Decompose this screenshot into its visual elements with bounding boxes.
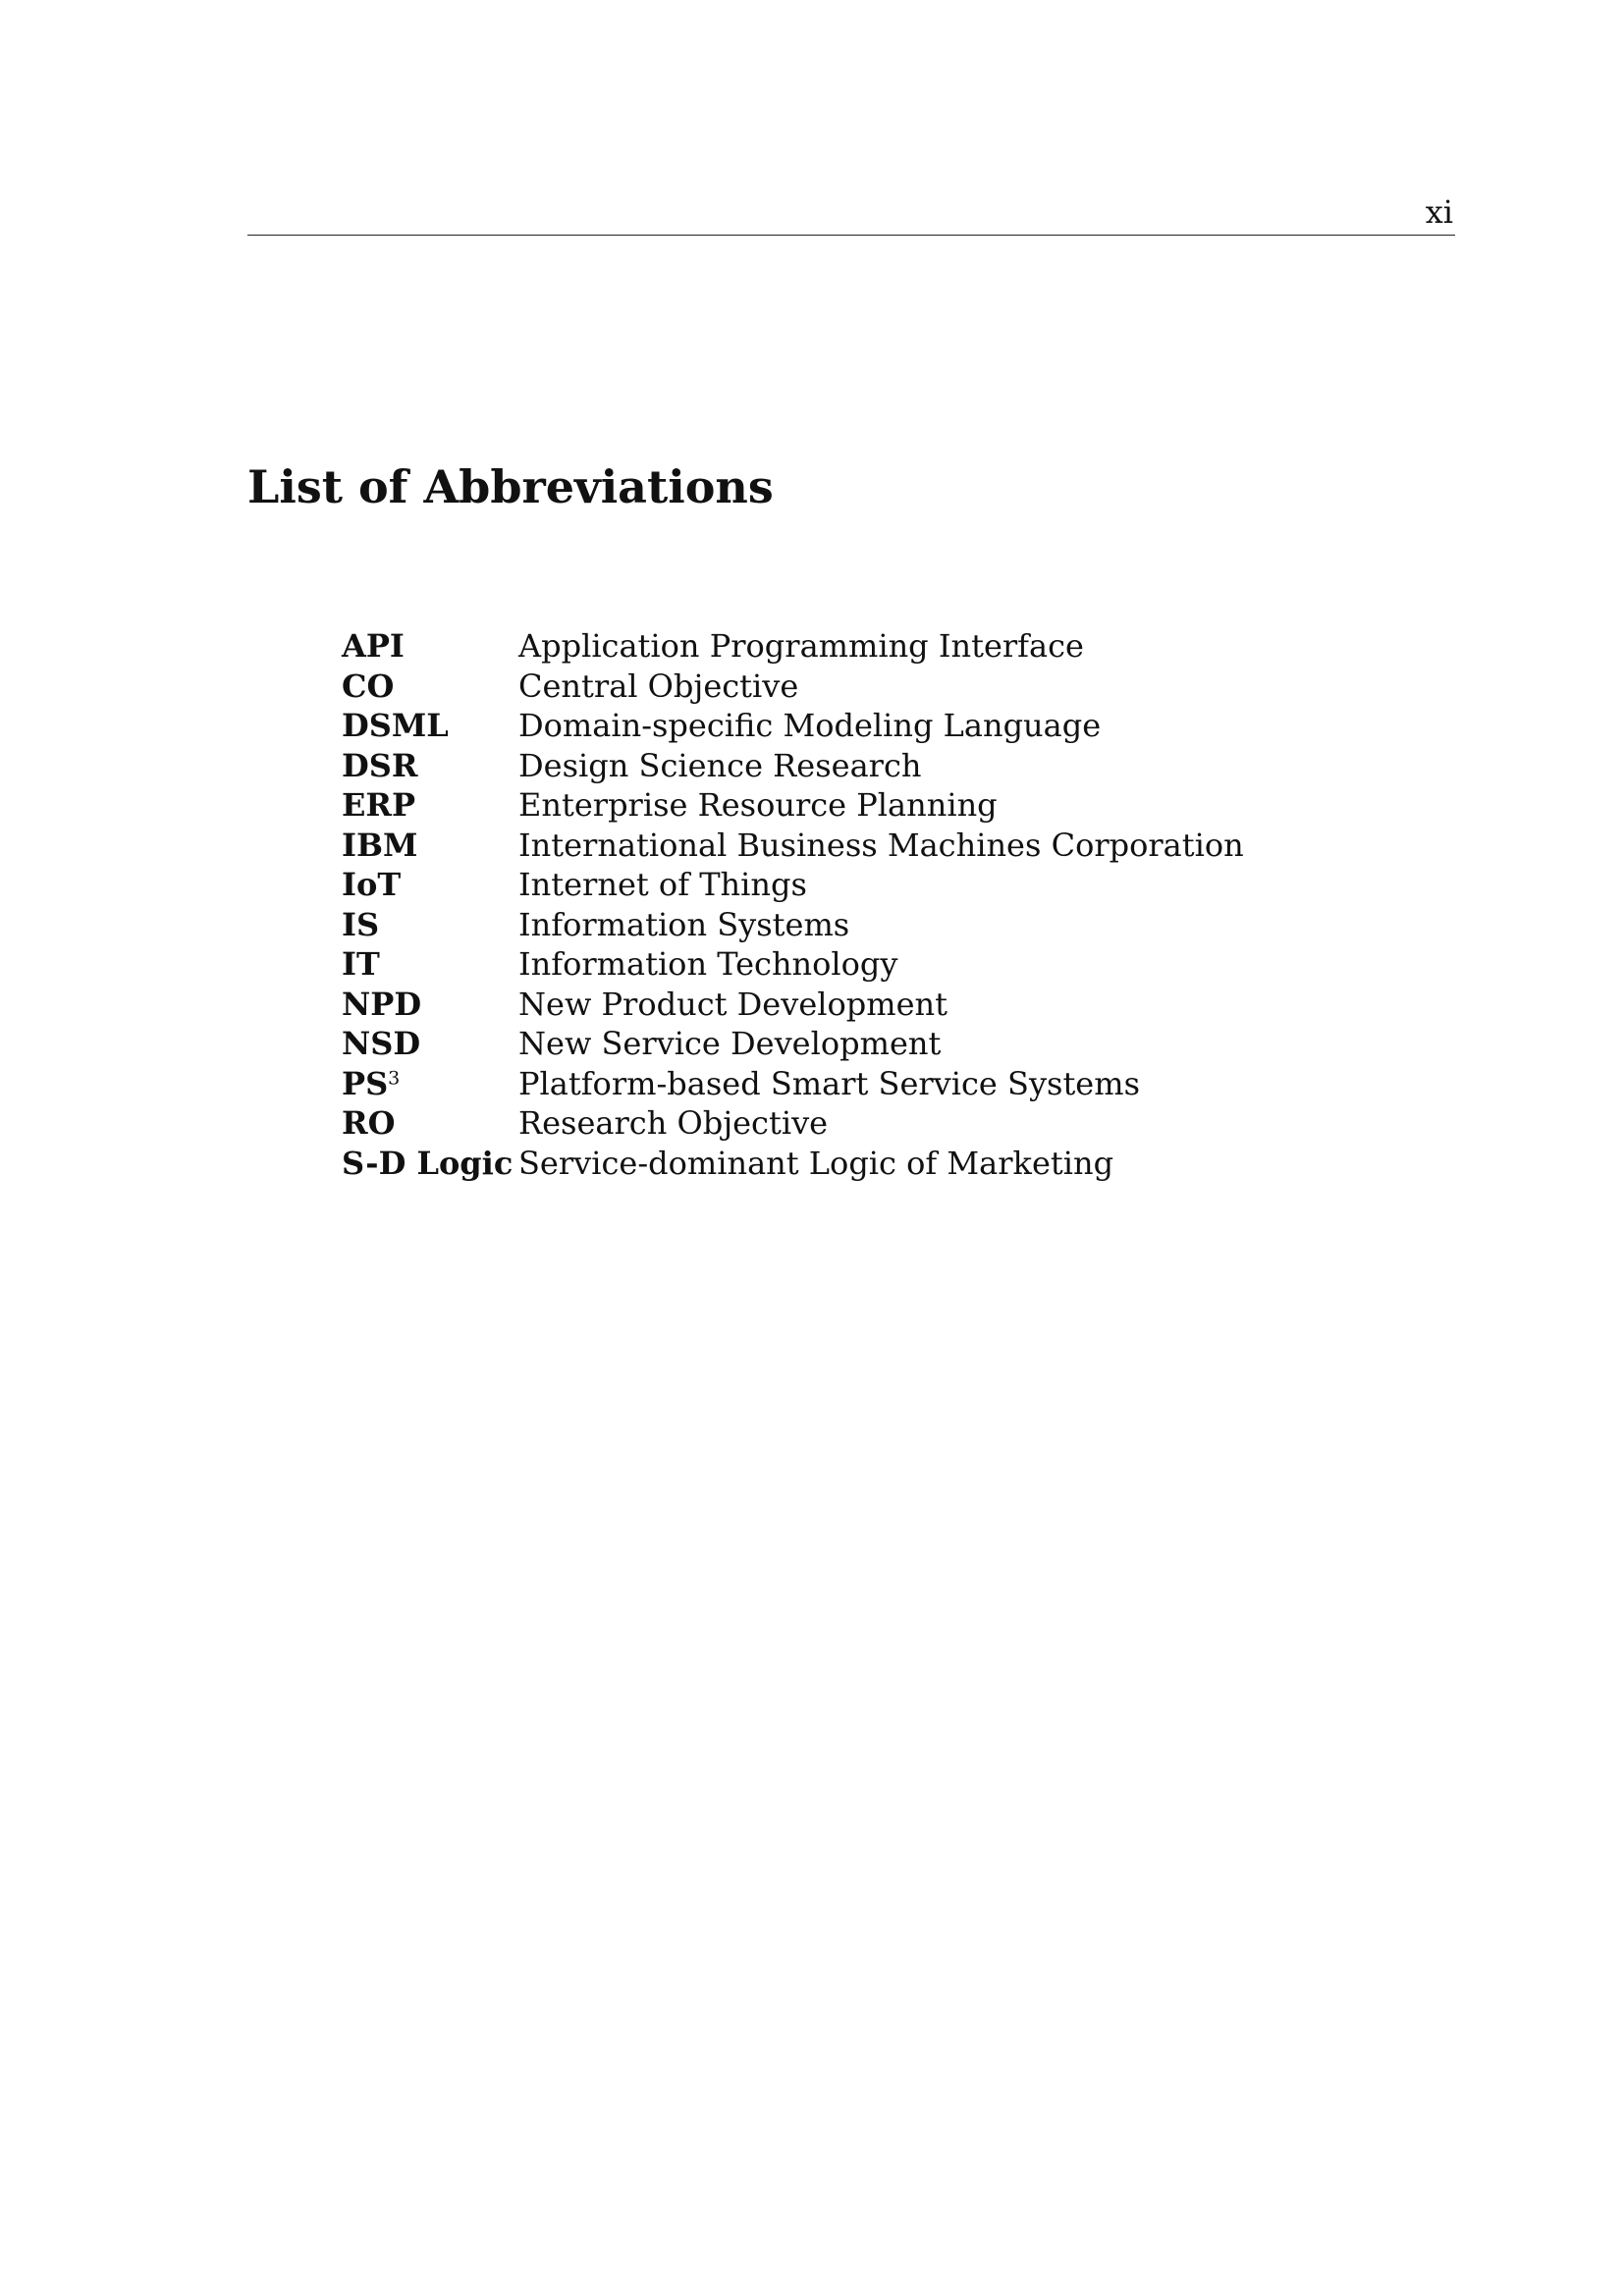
abbreviation-term	[342, 747, 518, 784]
abbreviation-definition: Central Objective	[518, 667, 799, 705]
abbreviation-term-text: IoT	[342, 866, 402, 904]
header-rule	[247, 235, 1455, 236]
abbreviation-row	[342, 706, 1244, 746]
abbreviation-term-text: NPD	[342, 985, 422, 1023]
abbreviation-row	[342, 1103, 1244, 1144]
abbreviation-row	[342, 944, 1244, 985]
abbreviation-definition: Domain-specific Modeling Language	[518, 707, 1102, 745]
abbreviation-term-text: API	[342, 627, 405, 666]
abbreviation-term-text: PS	[342, 1064, 389, 1102]
abbreviation-term	[342, 1025, 518, 1062]
abbreviation-row	[342, 826, 1244, 866]
abbreviation-term-text: IBM	[342, 826, 418, 864]
abbreviation-term	[342, 1065, 518, 1102]
abbreviation-definition: Enterprise Resource Planning	[518, 786, 998, 825]
abbreviation-row	[342, 667, 1244, 707]
abbreviation-term-text: RO	[342, 1104, 396, 1143]
abbreviation-term	[342, 627, 518, 665]
abbreviation-definition: Information Systems	[518, 905, 850, 943]
abbreviation-term-text: IT	[342, 945, 380, 984]
abbreviation-term-text: NSD	[342, 1025, 421, 1063]
abbreviation-term	[342, 866, 518, 903]
abbreviation-term-text: DSR	[342, 746, 418, 784]
abbreviation-term-superscript: 3	[388, 1067, 401, 1090]
abbreviation-definition: Design Science Research	[518, 746, 922, 784]
abbreviation-term-text: DSML	[342, 707, 449, 745]
abbreviation-row	[342, 865, 1244, 905]
abbreviation-definition: Platform-based Smart Service Systems	[518, 1064, 1140, 1102]
abbreviation-definition: New Service Development	[518, 1025, 942, 1063]
abbreviation-row	[342, 746, 1244, 786]
abbreviation-term	[342, 827, 518, 864]
abbreviation-term	[342, 906, 518, 943]
abbreviation-definition: New Product Development	[518, 985, 947, 1023]
page-number: xi	[1425, 193, 1453, 231]
abbreviation-row	[342, 1144, 1244, 1184]
abbreviation-row	[342, 905, 1244, 945]
abbreviation-definition: Internet of Things	[518, 866, 807, 904]
abbreviation-row	[342, 1064, 1244, 1104]
abbreviation-definition: Service-dominant Logic of Marketing	[518, 1144, 1114, 1182]
page-title: List of Abbreviations	[247, 460, 774, 513]
abbreviation-definition: Information Technology	[518, 945, 898, 984]
abbreviation-row	[342, 785, 1244, 826]
abbreviation-term	[342, 945, 518, 983]
abbreviation-term-text: IS	[342, 905, 380, 943]
abbreviation-term	[342, 986, 518, 1023]
abbreviation-term-text: S-D Logic	[342, 1144, 514, 1182]
abbreviation-definition: Application Programming Interface	[518, 627, 1084, 666]
abbreviation-definition: Research Objective	[518, 1104, 829, 1143]
abbreviation-row	[342, 1024, 1244, 1064]
abbreviation-term	[342, 1145, 518, 1182]
abbreviation-term-text: CO	[342, 667, 395, 705]
abbreviation-term	[342, 786, 518, 824]
abbreviation-term-text: ERP	[342, 786, 416, 825]
abbreviation-list	[342, 626, 1244, 1183]
abbreviation-row	[342, 626, 1244, 667]
abbreviation-term	[342, 667, 518, 705]
abbreviation-term	[342, 707, 518, 744]
abbreviation-term	[342, 1104, 518, 1142]
abbreviation-definition: International Business Machines Corporation	[518, 826, 1244, 864]
abbreviation-row	[342, 985, 1244, 1025]
